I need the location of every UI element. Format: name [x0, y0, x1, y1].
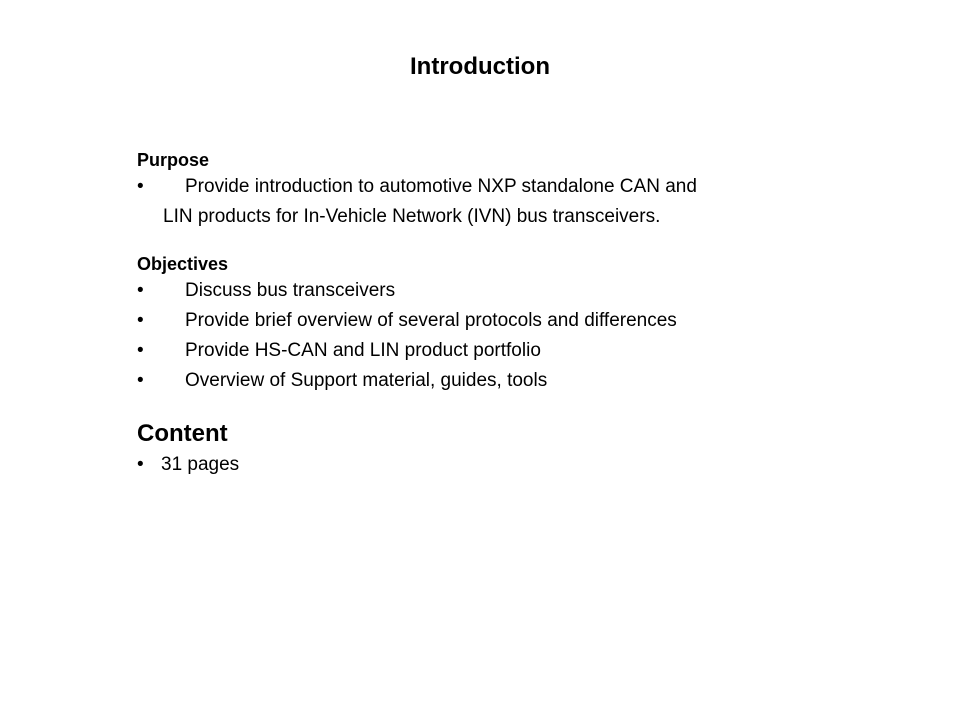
- objectives-item-2-text: Provide brief overview of several protocols and differences: [185, 310, 677, 331]
- purpose-heading: Purpose: [137, 150, 210, 170]
- objectives-item-4-text: Overview of Support material, guides, tools: [185, 370, 548, 391]
- bullet-icon: •: [137, 310, 144, 331]
- bullet-icon: •: [137, 340, 144, 361]
- slide-body: [137, 148, 857, 480]
- objectives-list: [137, 276, 857, 396]
- bullet-icon: •: [137, 176, 144, 197]
- content-item-1: [137, 450, 857, 480]
- objectives-item-4: [137, 366, 857, 396]
- objectives-heading: Objectives: [137, 254, 229, 274]
- purpose-item-1: [137, 172, 857, 232]
- slide-title: Introduction: [410, 53, 550, 80]
- content-item-1-text: 31 pages: [161, 454, 240, 475]
- content-heading: Content: [137, 420, 228, 447]
- bullet-icon: •: [137, 454, 144, 475]
- objectives-item-3: [137, 336, 857, 366]
- objectives-item-1: [137, 276, 857, 306]
- purpose-item-1-line2: LIN products for In-Vehicle Network (IVN) bus transceivers.: [163, 206, 661, 227]
- objectives-item-3-text: Provide HS-CAN and LIN product portfolio: [185, 340, 541, 361]
- bullet-icon: •: [137, 370, 144, 391]
- bullet-icon: •: [137, 280, 144, 301]
- purpose-list: [137, 172, 857, 232]
- objectives-item-1-text: Discuss bus transceivers: [185, 280, 396, 301]
- content-list: [137, 450, 857, 480]
- objectives-item-2: [137, 306, 857, 336]
- purpose-item-1-line1: Provide introduction to automotive NXP standalone CAN and: [185, 176, 697, 197]
